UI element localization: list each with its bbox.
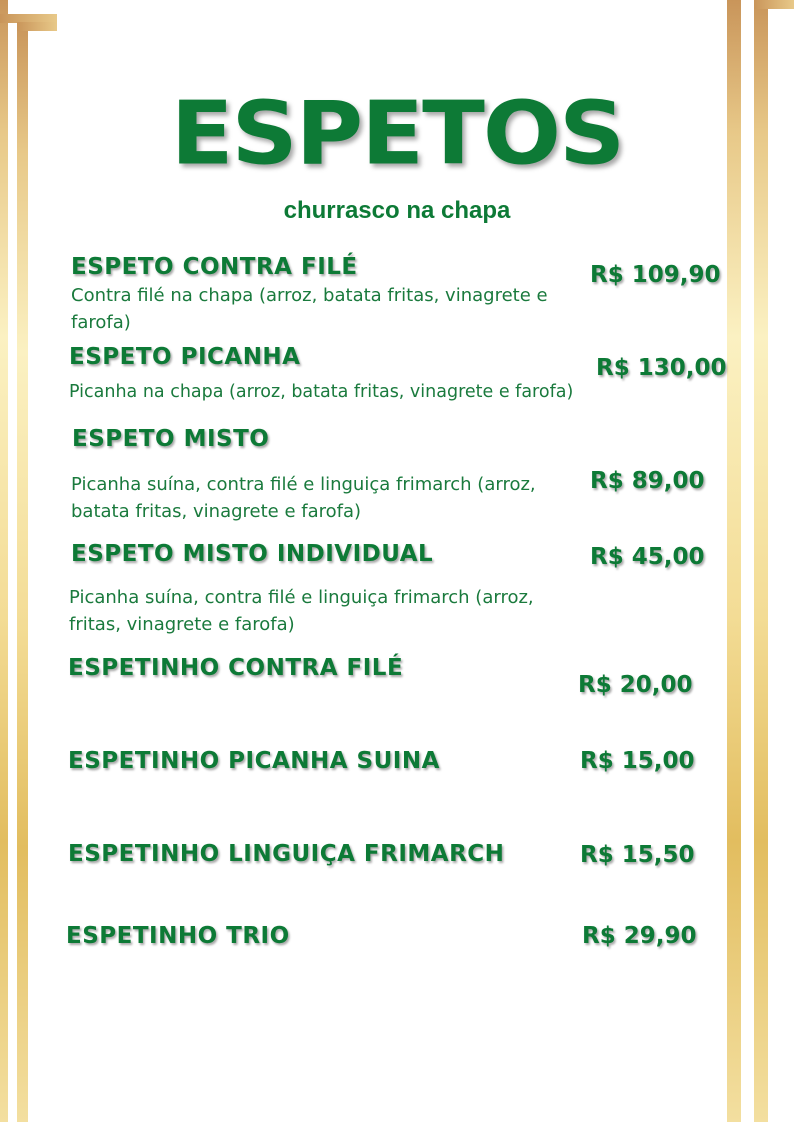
item-price: R$ 130,00: [596, 355, 727, 381]
item-name: ESPETO CONTRA FILÉ: [71, 254, 358, 280]
page-subtitle: churrasco na chapa: [283, 197, 511, 224]
item-name: ESPETO MISTO: [72, 426, 270, 452]
item-name: ESPETINHO LINGUIÇA FRIMARCH: [68, 841, 505, 867]
item-description: Picanha na chapa (arroz, batata fritas, vinagrete e farofa): [69, 382, 574, 402]
item-name: ESPETO PICANHA: [69, 344, 301, 370]
border-top-right: [754, 0, 794, 9]
item-price: R$ 15,50: [580, 842, 695, 868]
item-description: Picanha suína, contra filé e linguiça frimarch (arroz, batata fritas, vinagrete e farofa): [71, 474, 536, 522]
item-price: R$ 45,00: [590, 544, 705, 570]
item-name: ESPETINHO PICANHA SUINA: [68, 748, 440, 774]
item-name: ESPETO MISTO INDIVIDUAL: [71, 541, 434, 567]
border-left-inner: [17, 22, 28, 1122]
item-name: ESPETINHO TRIO: [66, 923, 290, 949]
item-price: R$ 109,90: [590, 262, 721, 288]
item-price: R$ 20,00: [578, 672, 693, 698]
item-price: R$ 15,00: [580, 748, 695, 774]
page-title: ESPETOS: [170, 82, 624, 185]
border-top-left-inner: [17, 22, 57, 31]
item-price: R$ 29,90: [582, 923, 697, 949]
item-description: Picanha suína, contra filé e linguiça frimarch (arroz, fritas, vinagrete e farofa): [69, 587, 534, 635]
item-name: ESPETINHO CONTRA FILÉ: [68, 655, 404, 681]
item-price: R$ 89,00: [590, 468, 705, 494]
item-description: Contra filé na chapa (arroz, batata fritas, vinagrete e farofa): [71, 285, 548, 333]
